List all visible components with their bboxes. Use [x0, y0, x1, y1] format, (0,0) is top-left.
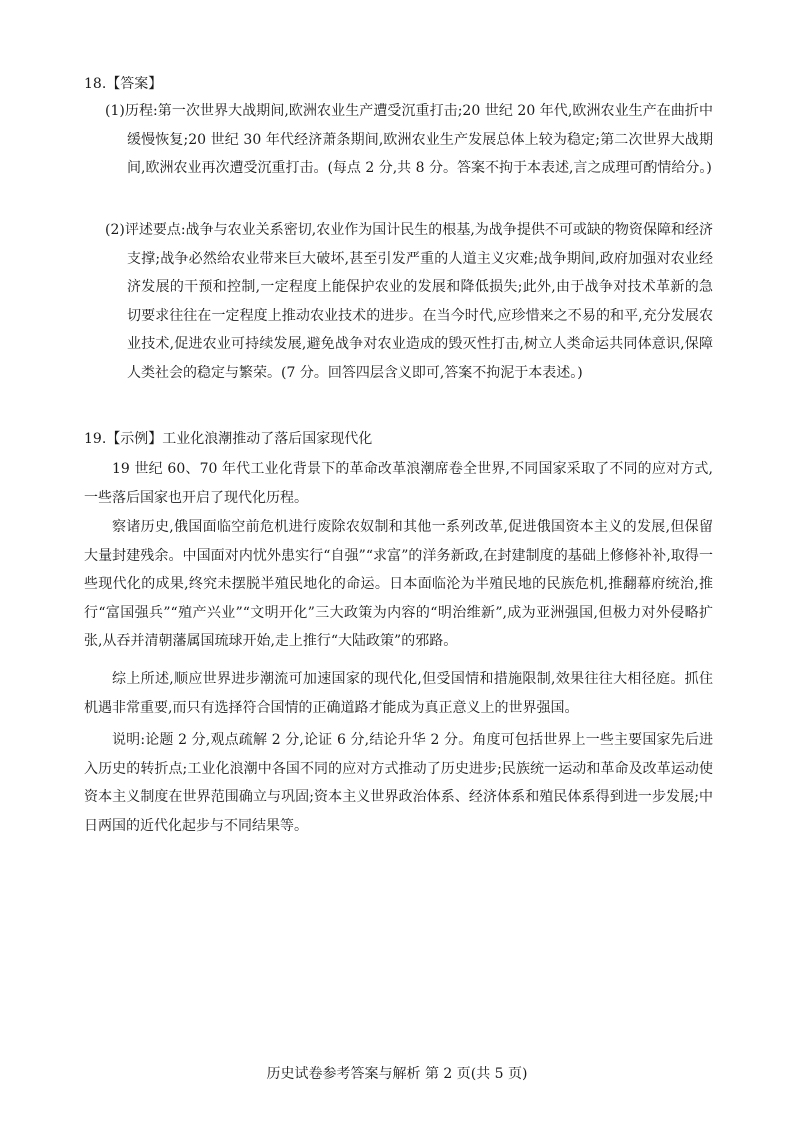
question-18-part-2: (2)评述要点:战争与农业关系密切,农业作为国计民生的根基,为战争提供不可或缺的物资保障和经济支撑;战争必然给农业带来巨大破坏,甚至引发严重的人道主义灾难;战争期间,政府加强对农业经济发展的干预和控制,一定程度上能保护农业的发展和降低损失;此外,由于战争对技术革新的急切要求往往在一定程度上推动农业技术的进步。在当今时代,应珍惜来之不易的和平,充分发展农业技术,促进农业可持续发展,避免战争对农业造成的毁灭性打击,树立人类命运共同体意识,保障人类社会的稳定与繁荣。(7 分。回答四层含义即可,答案不拘泥于本表述。): [105, 222, 713, 381]
page-footer: 历史试卷参考答案与解析 第 2 页(共 5 页): [266, 1066, 528, 1082]
question-19-scoring-note: 说明:论题 2 分,观点疏解 2 分,论证 6 分,结论升华 2 分。角度可包括世界上一些主要国家先后进入历史的转折点;工业化浪潮中各国不同的应对方式推动了历史进步;民族统一运动和革命及改革运动使资本主义制度在世界范围确立与巩固;资本主义世界政治体系、经济体系和殖民体系得到进一步发展;中日两国的近代化起步与不同结果等。: [84, 732, 713, 834]
question-19-paragraph-3: 综上所述,顺应世界进步潮流可加速国家的现代化,但受国情和措施限制,效果往往大相径庭。抓住机遇非常重要,而只有选择符合国情的正确道路才能成为真正意义上的世界强国。: [84, 671, 713, 716]
question-19-paragraph-1: 19 世纪 60、70 年代工业化背景下的革命改革浪潮席卷全世界,不同国家采取了不同的应对方式,一些落后国家也开启了现代化历程。: [84, 461, 713, 506]
question-18-part-1: (1)历程:第一次世界大战期间,欧洲农业生产遭受沉重打击;20 世纪 20 年代,欧洲农业生产在曲折中缓慢恢复;20 世纪 30 年代经济萧条期间,欧洲农业生产发展总体上较为稳定;第二次世界大战期间,欧洲农业再次遭受沉重打击。(每点 2 分,共 8 分。答案不拘于本表述,言之成理可酌情给分。): [105, 103, 713, 176]
question-19-paragraph-2: 察诸历史,俄国面临空前危机进行废除农奴制和其他一系列改革,促进俄国资本主义的发展,但保留大量封建残余。中国面对内忧外患实行“自强”“求富”的洋务新政,在封建制度的基础上修修补补,取得一些现代化的成果,终究未摆脱半殖民地化的命运。日本面临沦为半殖民地的民族危机,推翻幕府统治,推行“富国强兵”“殖产兴业”“文明开化”三大政策为内容的“明治维新”,成为亚洲强国,但极力对外侵略扩张,从吞并清朝藩属国琉球开始,走上推行“大陆政策”的邪路。: [84, 519, 713, 649]
question-18-heading: 18.【答案】: [84, 76, 163, 92]
question-19-heading: 19.【示例】工业化浪潮推动了落后国家现代化: [84, 431, 373, 447]
